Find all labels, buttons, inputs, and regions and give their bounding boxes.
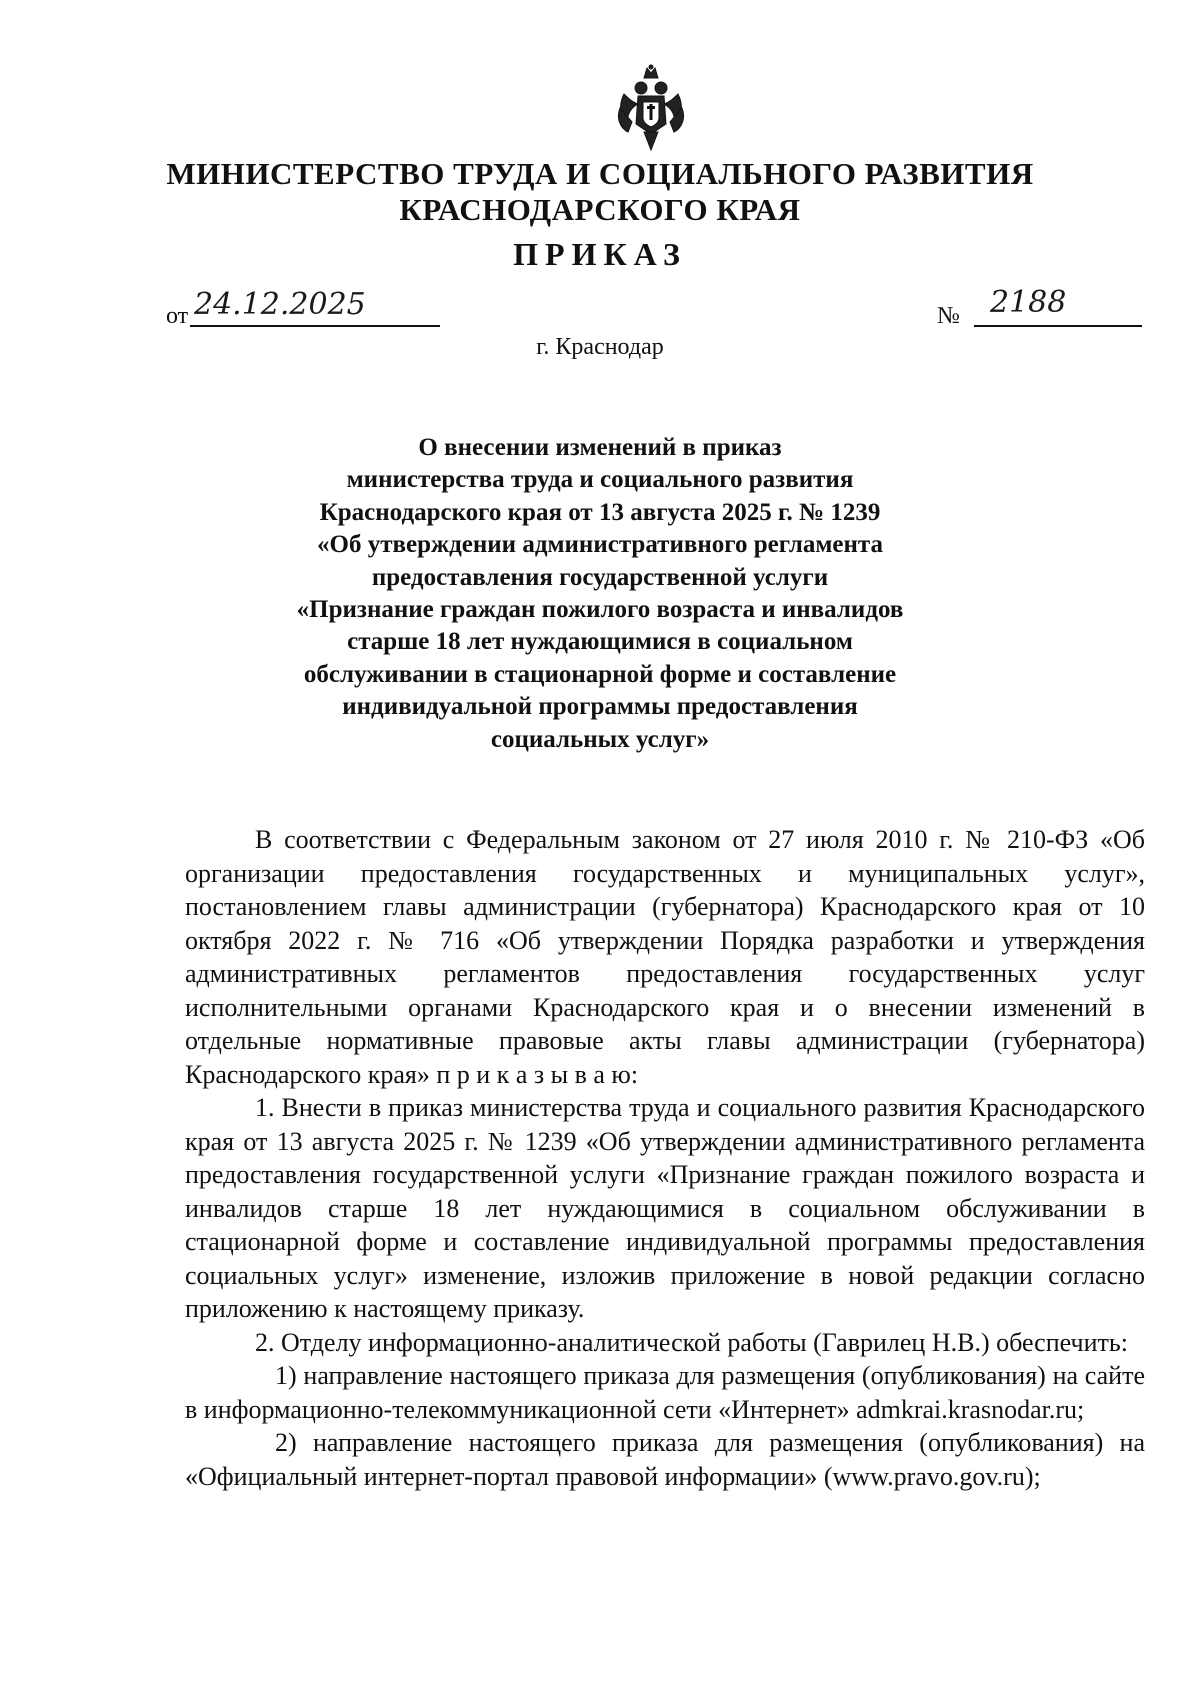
item-2-paragraph: 2. Отделу информационно-аналитической работы (Гаврилец Н.В.) обеспечить:	[255, 1327, 1128, 1357]
date-underline	[190, 325, 440, 327]
title-line: обслуживании в стационарной форме и составление	[303, 660, 897, 688]
title-line: «Признание граждан пожилого возраста и инвалидов	[296, 596, 904, 624]
date-label: от	[166, 303, 189, 329]
title-line: социальных услуг»	[490, 725, 710, 753]
number-label: №	[937, 303, 960, 329]
preamble-paragraph: В соответствии с Федеральным законом от 27 июля 2010 г. № 210-ФЗ «Об организации предоставления государственных и муниципальных услуг», постановлением главы администрации (губернатора) Краснодарского края от 10 октября 2022 г. № 716 «Об утверждении Порядка разработки и утверждения административных регламентов предоставления государственных услуг исполнительными органами Краснодарского края и о внесении изменений в отдельные нормативные правовые акты главы администрации (губернатора) Краснодарского края» п р и к а з ы в а ю:	[185, 825, 1145, 1089]
title-line: старше 18 лет нуждающимися в социальном	[347, 628, 853, 656]
ministry-name-line1: МИНИСТЕРСТВО ТРУДА И СОЦИАЛЬНОГО РАЗВИТИЯ	[166, 156, 1034, 191]
title-line: О внесении изменений в приказ	[418, 434, 782, 461]
date-value: 24.12.2025	[194, 287, 366, 322]
title-line: Краснодарского края от 13 августа 2025 г. № 1239	[319, 498, 881, 526]
subitem-1-paragraph: 1) направление настоящего приказа для размещения (опубликования) на сайте в информационно-телекоммуникационной сети «Интернет» admkrai.krasnodar.ru;	[185, 1361, 1145, 1424]
title-line: «Об утверждении административного регламента	[317, 531, 883, 559]
city: г. Краснодар	[536, 334, 664, 360]
title-line: индивидуальной программы предоставления	[342, 693, 858, 721]
title-line: предоставления государственной услуги	[371, 563, 829, 591]
title-line: министерства труда и социального развития	[346, 466, 854, 494]
order-title	[230, 432, 970, 756]
subitem-2-paragraph: 2) направление настоящего приказа для размещения (опубликования) на «Официальный интернет-портал правовой информации» (www.pravo.gov.ru);	[185, 1428, 1145, 1491]
number-value: 2188	[990, 285, 1067, 320]
order-body	[185, 823, 1145, 1493]
number-underline	[974, 325, 1142, 327]
coat-of-arms-icon	[614, 64, 688, 154]
item-1-paragraph: 1. Внести в приказ министерства труда и социального развития Краснодарского края от 13 августа 2025 г. № 1239 «Об утверждении административного регламента предоставления государственной услуги «Признание граждан пожилого возраста и инвалидов старше 18 лет нуждающимися в социальном обслуживании в стационарной форме и составление индивидуальной программы предоставления социальных услуг» изменение, изложив приложение в новой редакции согласно приложению к настоящему приказу.	[185, 1093, 1145, 1323]
ministry-name-line2: КРАСНОДАРСКОГО КРАЯ	[399, 192, 801, 227]
document-type: ПРИКАЗ	[513, 236, 687, 272]
